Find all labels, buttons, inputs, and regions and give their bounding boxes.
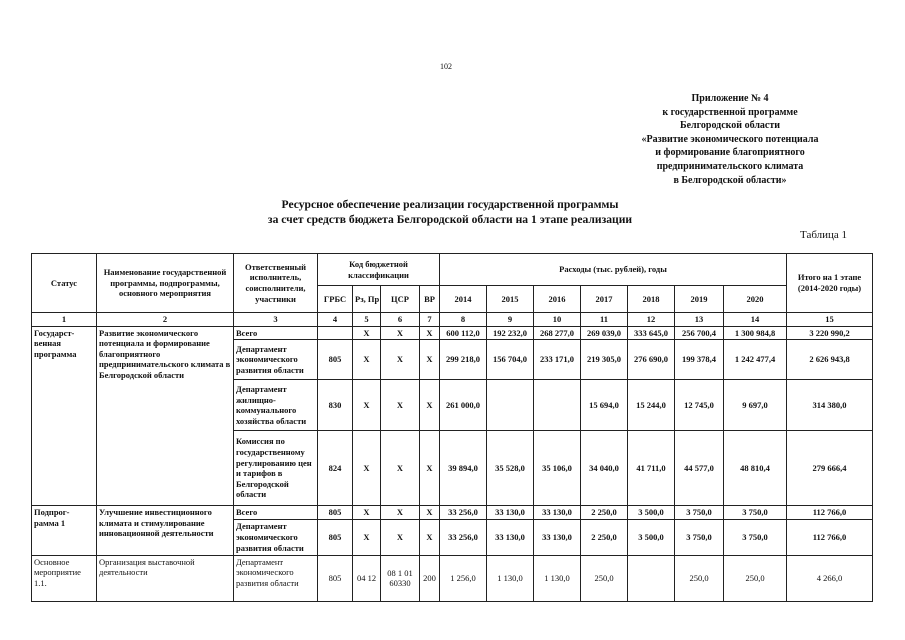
- total-cell: 3 220 990,2: [787, 326, 873, 340]
- value-cell: 12 745,0: [675, 380, 724, 431]
- value-cell: 3 500,0: [628, 519, 675, 555]
- header-rz-pr: Рз, Пр: [353, 286, 381, 313]
- header-grbs: ГРБС: [318, 286, 353, 313]
- total-cell: 314 380,0: [787, 380, 873, 431]
- csr-cell: X: [381, 380, 420, 431]
- value-cell: 48 810,4: [724, 431, 787, 506]
- value-cell: [628, 555, 675, 601]
- rz-pr-cell: 04 12: [353, 555, 381, 601]
- appendix-line: Белгородской области: [679, 120, 781, 132]
- value-cell: 33 130,0: [534, 519, 581, 555]
- value-cell: 1 256,0: [440, 555, 487, 601]
- rz-pr-cell: X: [353, 506, 381, 520]
- responsible-cell: Департамент экономического развития области: [234, 340, 318, 380]
- column-number: 14: [724, 313, 787, 327]
- rz-pr-cell: X: [353, 431, 381, 506]
- value-cell: 250,0: [675, 555, 724, 601]
- value-cell: [487, 380, 534, 431]
- value-cell: 15 694,0: [581, 380, 628, 431]
- value-cell: 299 218,0: [440, 340, 487, 380]
- appendix-line: предпринимательского климата: [656, 160, 804, 172]
- value-cell: 2 250,0: [581, 519, 628, 555]
- rz-pr-cell: X: [353, 340, 381, 380]
- appendix-line: Приложение № 4: [691, 93, 769, 104]
- appendix-line: к государственной программе: [662, 106, 798, 118]
- title-line: Ресурсное обеспечение реализации государственной программы: [281, 198, 619, 211]
- table-label: Таблица 1: [800, 229, 848, 241]
- value-cell: 33 130,0: [487, 519, 534, 555]
- header-budget-code: Код бюджетной классификации: [318, 254, 440, 286]
- header-responsible: Ответственный исполнитель, соисполнители, участники: [234, 254, 318, 313]
- total-cell: 2 626 943,8: [787, 340, 873, 380]
- document-title: [240, 197, 660, 227]
- csr-cell: X: [381, 431, 420, 506]
- value-cell: 199 378,4: [675, 340, 724, 380]
- grbs-cell: 805: [318, 340, 353, 380]
- header-name: Наименование государственной программы, подпрограммы, основного мероприятия: [97, 254, 234, 313]
- header-year: 2015: [487, 286, 534, 313]
- rz-pr-cell: X: [353, 380, 381, 431]
- vr-cell: X: [420, 380, 440, 431]
- table-row: [32, 326, 873, 340]
- grbs-cell: 805: [318, 519, 353, 555]
- responsible-cell: Департамент экономического развития области: [234, 555, 318, 601]
- value-cell: 219 305,0: [581, 340, 628, 380]
- rz-pr-cell: X: [353, 519, 381, 555]
- column-number: 10: [534, 313, 581, 327]
- vr-cell: X: [420, 506, 440, 520]
- column-number: 5: [353, 313, 381, 327]
- header-vr: ВР: [420, 286, 440, 313]
- value-cell: 44 577,0: [675, 431, 724, 506]
- csr-cell: X: [381, 326, 420, 340]
- csr-cell: X: [381, 506, 420, 520]
- vr-cell: X: [420, 519, 440, 555]
- appendix-line: и формирование благоприятного: [655, 147, 805, 159]
- total-cell: 112 766,0: [787, 519, 873, 555]
- grbs-cell: [318, 326, 353, 340]
- header-year: 2017: [581, 286, 628, 313]
- value-cell: 600 112,0: [440, 326, 487, 340]
- title-line: за счет средств бюджета Белгородской области на 1 этапе реализации: [267, 213, 633, 226]
- header-year: 2016: [534, 286, 581, 313]
- csr-cell: X: [381, 519, 420, 555]
- value-cell: 34 040,0: [581, 431, 628, 506]
- value-cell: 1 130,0: [534, 555, 581, 601]
- column-number: 15: [787, 313, 873, 327]
- value-cell: 1 300 984,8: [724, 326, 787, 340]
- value-cell: 192 232,0: [487, 326, 534, 340]
- rz-pr-cell: X: [353, 326, 381, 340]
- value-cell: 33 256,0: [440, 506, 487, 520]
- value-cell: 268 277,0: [534, 326, 581, 340]
- value-cell: 35 106,0: [534, 431, 581, 506]
- column-number: 11: [581, 313, 628, 327]
- total-cell: 279 666,4: [787, 431, 873, 506]
- value-cell: 333 645,0: [628, 326, 675, 340]
- header-status: Статус: [32, 254, 97, 313]
- grbs-cell: 805: [318, 506, 353, 520]
- header-expenses: Расходы (тыс. рублей), годы: [440, 254, 787, 286]
- appendix-line: «Развитие экономического потенциала: [641, 133, 819, 145]
- responsible-cell: Комиссия по государственному регулированию цен и тарифов в Белгородской области: [234, 431, 318, 506]
- value-cell: 256 700,4: [675, 326, 724, 340]
- total-cell: 112 766,0: [787, 506, 873, 520]
- status-cell: Государст-венная программа: [32, 326, 97, 506]
- value-cell: 261 000,0: [440, 380, 487, 431]
- appendix-block: [600, 92, 860, 187]
- value-cell: 33 130,0: [487, 506, 534, 520]
- column-number: 6: [381, 313, 420, 327]
- table-row: [32, 555, 873, 601]
- value-cell: 233 171,0: [534, 340, 581, 380]
- column-number: 8: [440, 313, 487, 327]
- vr-cell: 200: [420, 555, 440, 601]
- header-year: 2014: [440, 286, 487, 313]
- value-cell: 41 711,0: [628, 431, 675, 506]
- column-number: 7: [420, 313, 440, 327]
- value-cell: 39 894,0: [440, 431, 487, 506]
- grbs-cell: 824: [318, 431, 353, 506]
- value-cell: 156 704,0: [487, 340, 534, 380]
- responsible-cell: Всего: [234, 326, 318, 340]
- responsible-cell: Департамент экономического развития области: [234, 519, 318, 555]
- value-cell: 3 500,0: [628, 506, 675, 520]
- value-cell: 3 750,0: [675, 519, 724, 555]
- csr-cell: 08 1 01 60330: [381, 555, 420, 601]
- value-cell: 250,0: [724, 555, 787, 601]
- measure-name-cell: Организация выставочной деятельности: [97, 555, 234, 601]
- value-cell: [534, 380, 581, 431]
- appendix-line: в Белгородской области»: [673, 174, 787, 186]
- column-number-row: [32, 313, 873, 327]
- vr-cell: X: [420, 340, 440, 380]
- value-cell: 1 130,0: [487, 555, 534, 601]
- header-csr: ЦСР: [381, 286, 420, 313]
- responsible-cell: Департамент жилищно-коммунального хозяйства области: [234, 380, 318, 431]
- page-number: 102: [440, 62, 452, 71]
- value-cell: 3 750,0: [675, 506, 724, 520]
- vr-cell: X: [420, 431, 440, 506]
- value-cell: 276 690,0: [628, 340, 675, 380]
- value-cell: 250,0: [581, 555, 628, 601]
- program-name-cell: Развитие экономического потенциала и формирование благоприятного предпринимательского климата в Белгородской области: [97, 326, 234, 506]
- column-number: 3: [234, 313, 318, 327]
- subprogram-name-cell: Улучшение инвестиционного климата и стимулирование инновационной деятельности: [97, 506, 234, 556]
- column-number: 1: [32, 313, 97, 327]
- value-cell: 15 244,0: [628, 380, 675, 431]
- value-cell: 35 528,0: [487, 431, 534, 506]
- header-year: 2019: [675, 286, 724, 313]
- vr-cell: X: [420, 326, 440, 340]
- column-number: 2: [97, 313, 234, 327]
- resource-table: [31, 253, 873, 602]
- value-cell: 33 130,0: [534, 506, 581, 520]
- column-number: 9: [487, 313, 534, 327]
- total-cell: 4 266,0: [787, 555, 873, 601]
- value-cell: 2 250,0: [581, 506, 628, 520]
- table-row: [32, 506, 873, 520]
- value-cell: 3 750,0: [724, 506, 787, 520]
- value-cell: 9 697,0: [724, 380, 787, 431]
- grbs-cell: 830: [318, 380, 353, 431]
- value-cell: 33 256,0: [440, 519, 487, 555]
- header-year: 2020: [724, 286, 787, 313]
- column-number: 13: [675, 313, 724, 327]
- status-cell: Подпрог-рамма 1: [32, 506, 97, 556]
- header-total: Итого на 1 этапе (2014-2020 годы): [787, 254, 873, 313]
- value-cell: 269 039,0: [581, 326, 628, 340]
- grbs-cell: 805: [318, 555, 353, 601]
- column-number: 12: [628, 313, 675, 327]
- column-number: 4: [318, 313, 353, 327]
- responsible-cell: Всего: [234, 506, 318, 520]
- value-cell: 3 750,0: [724, 519, 787, 555]
- csr-cell: X: [381, 340, 420, 380]
- header-year: 2018: [628, 286, 675, 313]
- status-cell: Основное мероприятие 1.1.: [32, 555, 97, 601]
- value-cell: 1 242 477,4: [724, 340, 787, 380]
